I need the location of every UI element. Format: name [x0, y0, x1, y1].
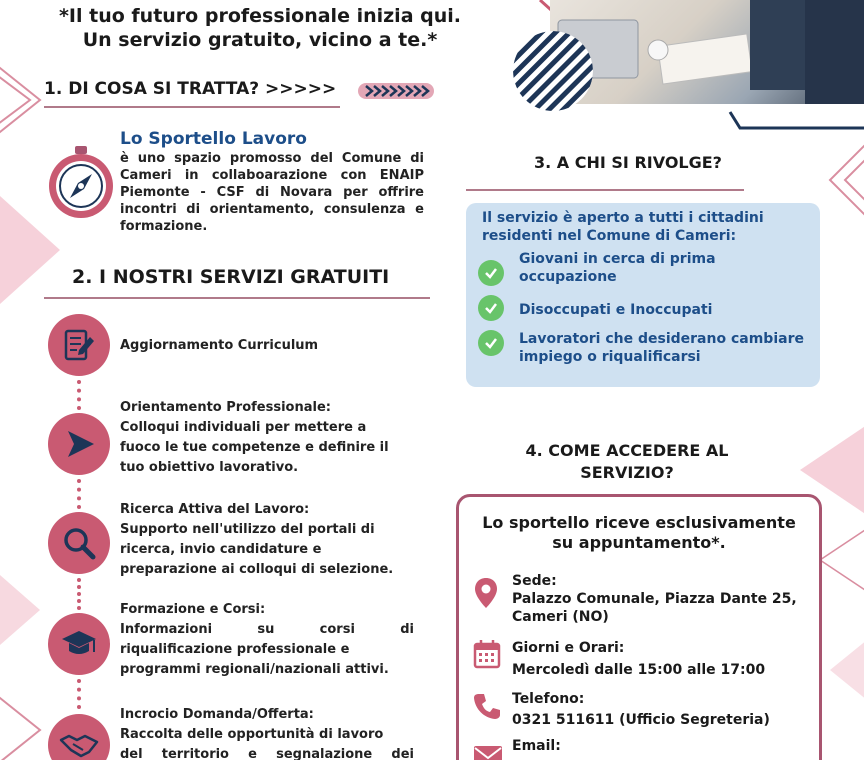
compass-icon	[46, 146, 116, 226]
audience-item: Disoccupati e Inoccupati	[519, 302, 713, 318]
service-title: Ricerca Attiva del Lavoro:	[120, 502, 310, 517]
service-line-word: Informazioni	[120, 622, 213, 637]
service-line-word: dei	[391, 747, 414, 760]
tagline-line-2: Un servizio gratuito, vicino a te.*	[82, 29, 438, 51]
section-3-title: 3. A CHI SI RIVOLGE?	[534, 153, 722, 172]
timeline-dots	[77, 380, 81, 410]
access-box	[456, 494, 822, 760]
section-4-title	[466, 440, 788, 484]
service-description	[120, 520, 414, 580]
service-line-word: su	[257, 622, 275, 637]
service-title: Formazione e Corsi:	[120, 602, 266, 617]
service-title: Orientamento Professionale:	[120, 400, 331, 415]
service-description	[120, 418, 414, 478]
service-line	[120, 620, 414, 640]
timeline-dots	[77, 679, 81, 709]
section-2-title: 2. I NOSTRI SERVIZI GRATUITI	[72, 266, 390, 288]
service-title: Incrocio Domanda/Offerta:	[120, 707, 314, 722]
email-label: Email:	[512, 738, 561, 754]
timeline-dots	[77, 479, 81, 509]
section-4-title-line-1: 4. COME ACCEDERE AL	[525, 441, 729, 460]
phone-icon	[473, 692, 501, 724]
audience-item: Giovani in cerca di prima occupazione	[519, 251, 716, 285]
header-photo	[550, 0, 864, 104]
timeline-dots	[77, 578, 81, 610]
check-icon	[478, 330, 504, 356]
orari-label: Giorni e Orari:	[512, 640, 625, 656]
sede-value: Palazzo Comunale, Piazza Dante 25, Cameri (NO)	[512, 591, 797, 625]
service-line: tuo obiettivo lavorativo.	[120, 460, 299, 475]
service-line: riqualificazione professionale e	[120, 642, 350, 657]
location-pin-icon	[473, 577, 499, 613]
service-line	[120, 745, 414, 760]
audience-intro: Il servizio è aperto a tutti i cittadini residenti nel Comune di Cameri:	[482, 210, 764, 244]
service-line: Raccolta delle opportunità di lavoro	[120, 727, 384, 742]
service-line-word: e	[248, 747, 257, 760]
sede-label: Sede:	[512, 573, 557, 589]
service-line: preparazione ai colloqui di selezione.	[120, 562, 394, 577]
check-icon	[478, 260, 504, 286]
service-line-word: del	[120, 747, 143, 760]
arrow-play-icon	[48, 413, 110, 475]
section-1-rule	[44, 106, 340, 108]
service-line-word: segnalazione	[276, 747, 373, 760]
service-line: programmi regionali/nazionali attivi.	[120, 662, 389, 677]
access-intro: Lo sportello riceve esclusivamente su appuntamento*.	[482, 513, 796, 552]
calendar-icon	[473, 639, 501, 673]
striped-circle-decoration	[512, 30, 594, 112]
service-description	[120, 725, 414, 760]
service-line: Supporto nell'utilizzo del portali di	[120, 522, 375, 537]
chevrons-decoration	[358, 81, 438, 101]
service-line-word: territorio	[161, 747, 229, 760]
service-line-word: di	[400, 622, 414, 637]
service-line: fuoco le tue competenze e definire il	[120, 440, 389, 455]
service-line: ricerca, invio candidature e	[120, 542, 322, 557]
section-1-body: è uno spazio promosso del Comune di Cameri in collaboarazione con ENAIP Piemonte - CSF di Novara per offrire incontri di orientamento, consulenza e formazione.	[120, 151, 424, 234]
service-line-word: corsi	[319, 622, 355, 637]
search-icon	[48, 512, 110, 574]
audience-box	[466, 203, 820, 387]
tagline	[30, 4, 490, 52]
tel-label: Telefono:	[512, 691, 585, 707]
document-edit-icon	[48, 314, 110, 376]
tagline-line-1: *Il tuo futuro professionale inizia qui.	[59, 5, 461, 27]
section-3-rule	[466, 189, 744, 191]
graduation-cap-icon	[48, 613, 110, 675]
email-icon	[473, 745, 503, 760]
service-description	[120, 620, 414, 680]
tel-value[interactable]: 0321 511611 (Ufficio Segreteria)	[512, 712, 770, 728]
section-1-title: 1. DI COSA SI TRATTA? >>>>>	[44, 79, 337, 99]
orari-value: Mercoledì dalle 15:00 alle 17:00	[512, 662, 766, 678]
section-1-subtitle: Lo Sportello Lavoro	[120, 129, 307, 149]
service-title: Aggiornamento Curriculum	[120, 338, 319, 353]
service-line: Colloqui individuali per mettere a	[120, 420, 367, 435]
audience-item: Lavoratori che desiderano cambiare impiego o riqualificarsi	[519, 331, 804, 365]
section-4-title-line-2: SERVIZIO?	[580, 463, 674, 482]
check-icon	[478, 295, 504, 321]
section-2-rule	[44, 297, 430, 299]
